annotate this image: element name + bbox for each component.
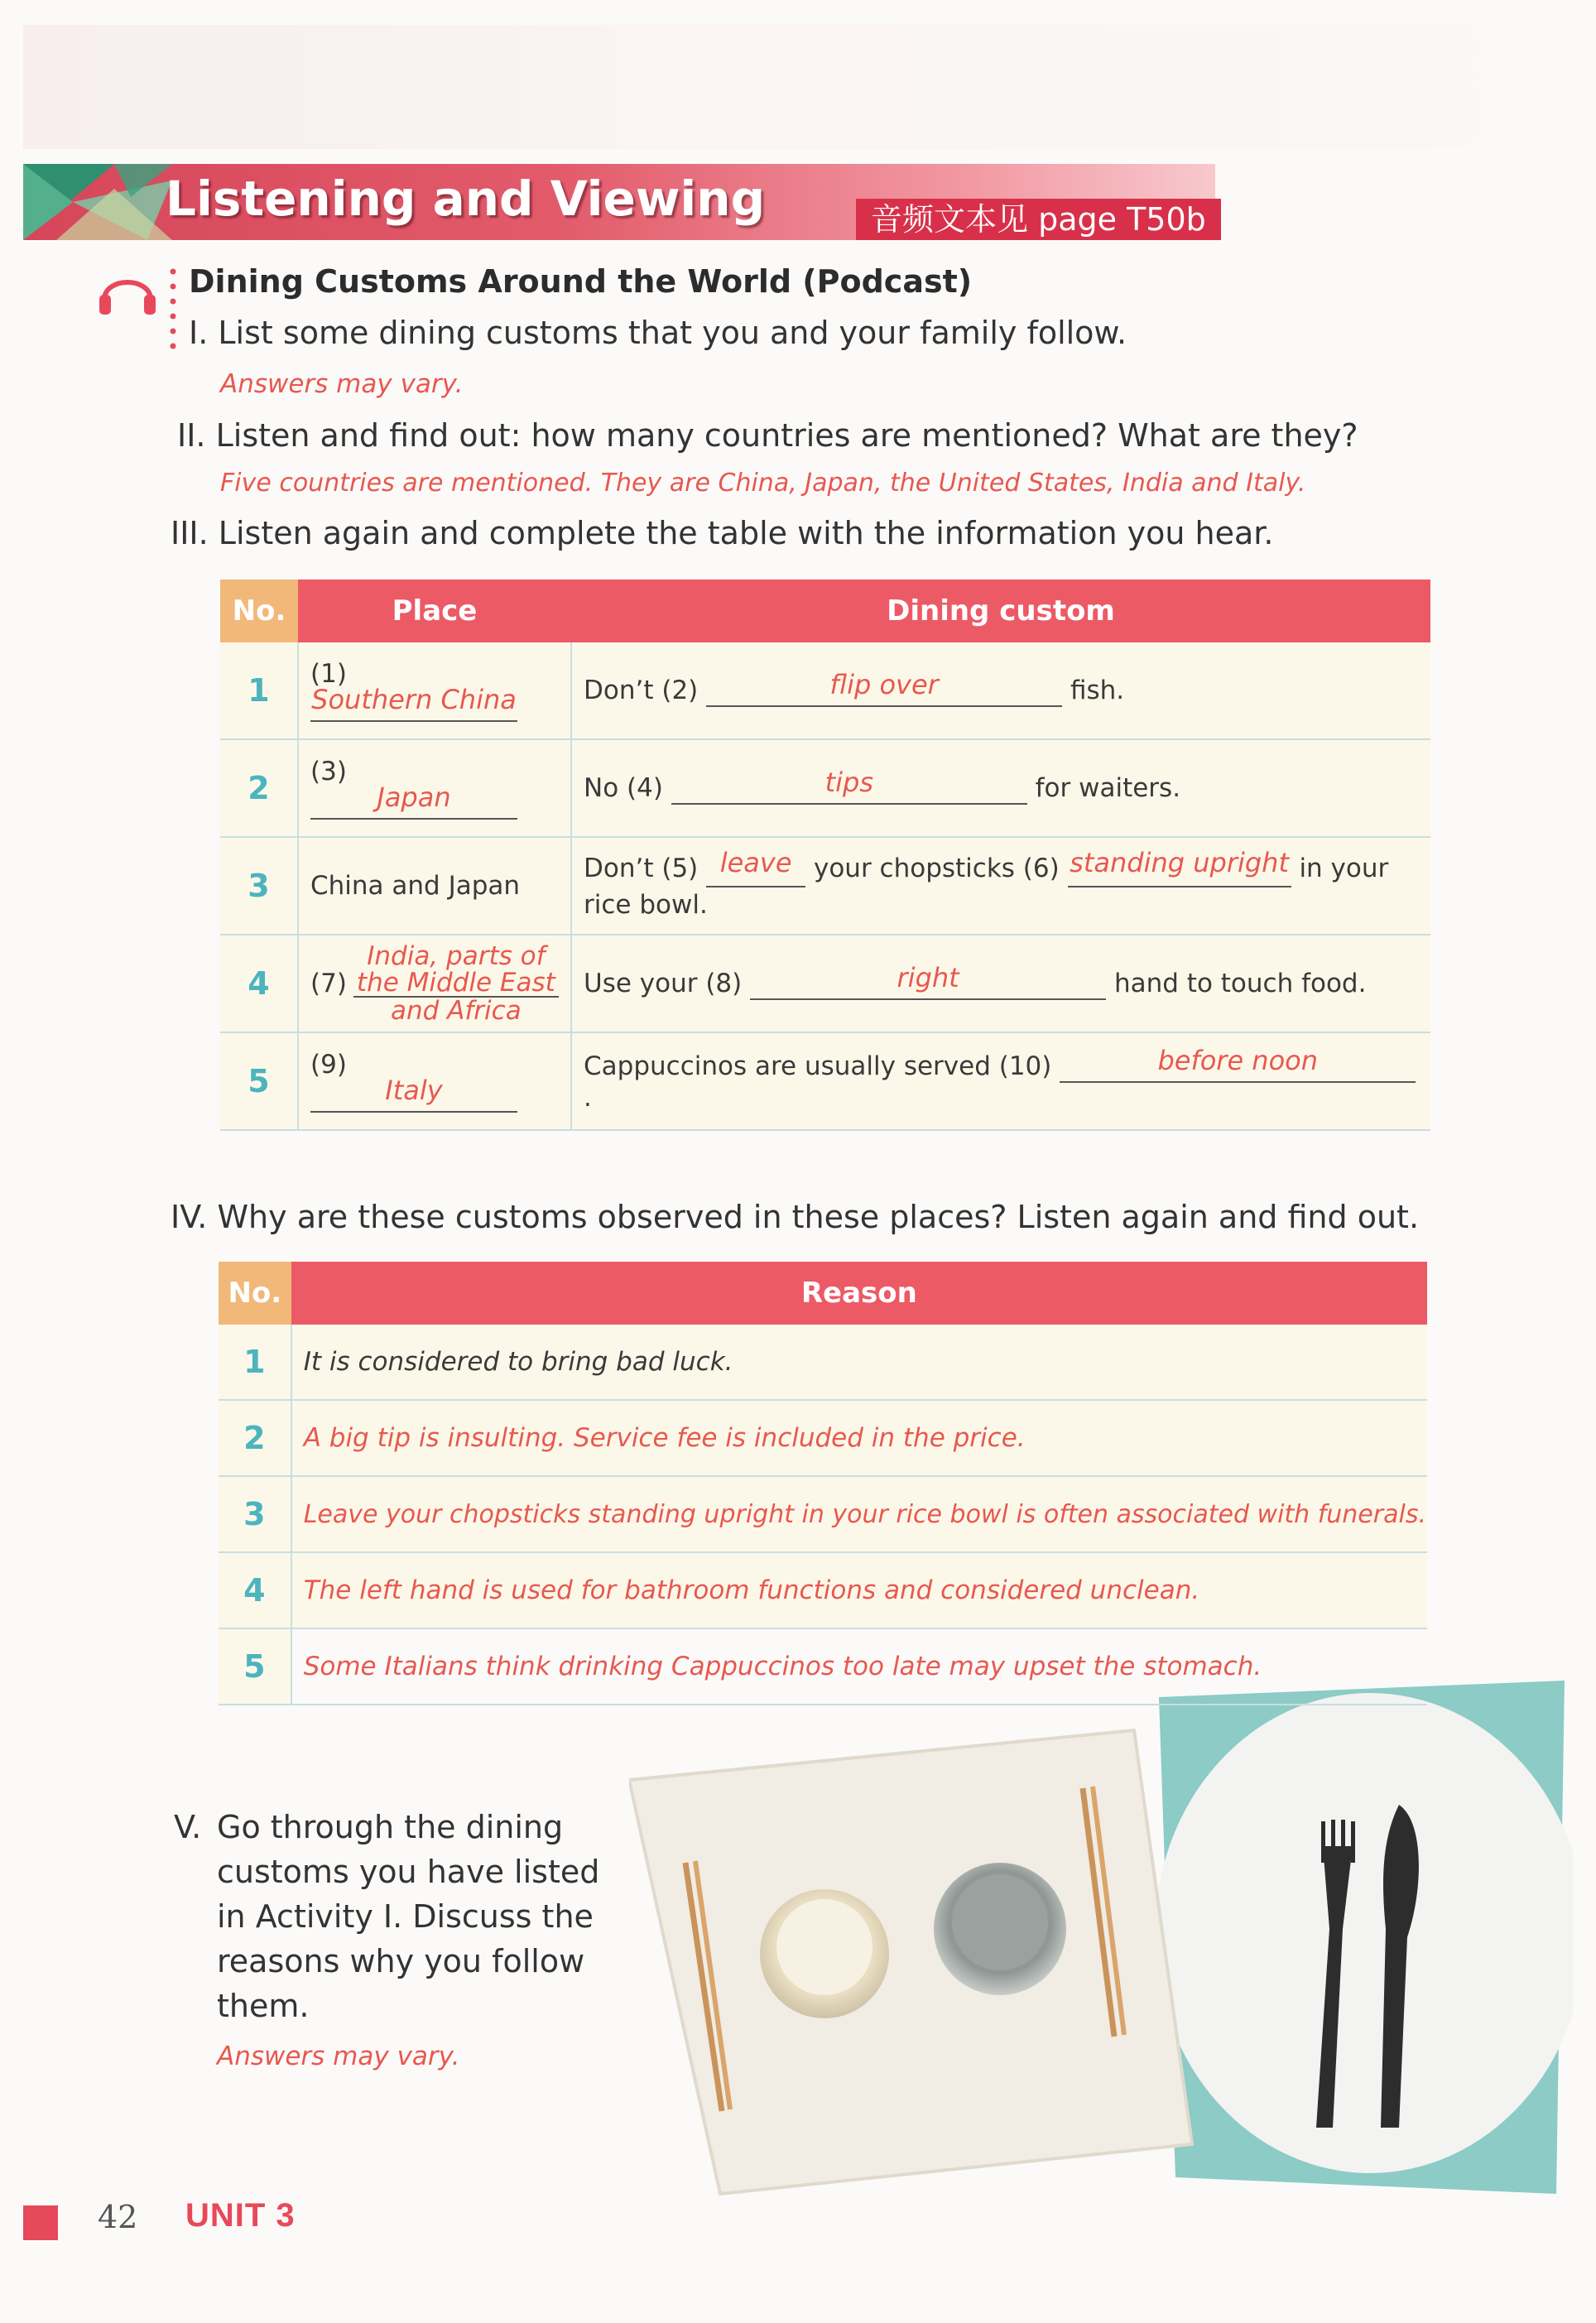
question-text [217,1805,599,2028]
blank-answer: the Middle East [353,969,559,998]
row-number: 2 [220,739,298,837]
answer-blank [310,1075,517,1113]
header-place: Place [298,580,571,642]
answer-blank [750,962,1106,1000]
question-number: I. [189,315,209,351]
row-number: 1 [219,1325,291,1400]
table-row [219,1476,1427,1552]
reason-table [219,1262,1427,1705]
blank-answer: standing upright [1070,846,1289,878]
blank-label: (9) [310,1050,347,1080]
custom-text: fish. [1070,676,1125,705]
blank-label: (3) [310,757,347,786]
place-cell [298,935,571,1032]
banner-geometric-decoration [23,164,172,240]
reason-cell: Leave your chopsticks standing upright in your rice bowl is often associated with funerals. [291,1476,1427,1552]
answer-5: Answers may vary. [217,2042,460,2071]
blank-answer: right [897,962,959,993]
question-number: V. [174,1809,202,1845]
question-text: List some dining customs that you and your family follow. [218,315,1127,351]
dotted-divider [169,267,177,351]
table-row [219,1400,1427,1476]
blank-label: (1) [310,659,347,689]
custom-text: Don’t (2) [584,676,699,705]
answer-blank [1068,846,1291,887]
custom-cell [571,739,1430,837]
custom-text: Use your (8) [584,969,743,998]
header-reason: Reason [291,1262,1427,1325]
blank-answer: Japan [377,782,451,813]
reason-cell: Some Italians think drinking Cappuccinos too late may upset the stomach. [291,1628,1427,1705]
custom-cell [571,837,1430,935]
blank-answer: India, parts of [367,941,546,971]
place-cell [298,642,571,739]
custom-text: your chopsticks (6) [813,853,1060,883]
question-number: IV. [171,1199,208,1235]
custom-cell [571,642,1430,739]
custom-text: in your [1299,853,1389,883]
dining-custom-table [220,580,1430,1131]
question-text: Why are these customs observed in these places? Listen again and find out. [217,1199,1420,1235]
blank-answer: tips [824,767,873,798]
row-number: 4 [219,1552,291,1628]
table-row [220,1032,1430,1130]
answer-blank [706,669,1062,707]
custom-text: . [584,1083,592,1113]
blank-answer: leave [719,846,792,878]
question-number: II. [177,417,206,454]
question-5 [174,1805,599,2028]
row-number: 3 [219,1476,291,1552]
podcast-title: Dining Customs Around the World (Podcast) [189,263,973,300]
table-header-row [220,580,1430,642]
unit-label: UNIT 3 [185,2197,296,2234]
answer-blank [706,846,805,887]
row-number: 5 [220,1032,298,1130]
question-1 [189,315,1127,351]
table-row [220,642,1430,739]
answer-blank [310,684,517,722]
table-row [219,1628,1427,1705]
place-cell [298,1032,571,1130]
section-title: Listening and Viewing [166,171,766,227]
table-row [219,1552,1427,1628]
reason-cell: It is considered to bring bad luck. [291,1325,1427,1400]
place-cell [298,739,571,837]
question-text: Listen and find out: how many countries are mentioned? What are they? [215,417,1358,454]
multi-line-answer [353,943,559,1024]
footer-marker [23,2205,58,2240]
question-line: them. [217,1988,310,2024]
answer-blank [1060,1045,1416,1083]
answer-1: Answers may vary. [220,369,464,399]
question-line: reasons why you follow [217,1943,585,1979]
table-row [220,935,1430,1032]
row-number: 3 [220,837,298,935]
custom-cell [571,935,1430,1032]
page-reference-tag: 音频文本见 page T50b [856,199,1221,240]
question-4 [171,1199,1419,1235]
row-number: 1 [220,642,298,739]
custom-text: Cappuccinos are usually served (10) [584,1051,1052,1081]
answer-blank [310,782,517,820]
header-no: No. [219,1262,291,1325]
question-line: Go through the dining [217,1809,564,1845]
blank-label: (7) [310,969,347,998]
question-line: in Activity I. Discuss the [217,1898,594,1935]
custom-text: Don’t (5) [584,853,699,883]
blank-answer: Italy [385,1075,443,1106]
page-number: 42 [98,2199,138,2235]
reason-cell: The left hand is used for bathroom functions and considered unclean. [291,1552,1427,1628]
table-row [220,837,1430,935]
blank-answer: before noon [1157,1045,1319,1076]
question-line: customs you have listed [217,1854,600,1890]
custom-cell [571,1032,1430,1130]
place-cell: China and Japan [298,837,571,935]
table-setting-photo [629,1681,1573,2210]
answer-blank [671,767,1027,805]
custom-text: No (4) [584,773,663,803]
custom-text: hand to touch food. [1113,969,1367,998]
answer-2: Five countries are mentioned. They are China, Japan, the United States, India and Italy. [220,469,1306,498]
table-row [219,1325,1427,1400]
custom-text: rice bowl. [584,889,708,920]
row-number: 5 [219,1628,291,1705]
table-header-row [219,1262,1427,1325]
blank-answer: flip over [829,669,939,700]
question-2 [177,417,1358,454]
blank-answer: and Africa [391,996,522,1026]
question-text: Listen again and complete the table with the information you hear. [218,515,1274,551]
headphone-icon [98,267,157,320]
header-no: No. [220,580,298,642]
row-number: 2 [219,1400,291,1476]
header-dining-custom: Dining custom [571,580,1430,642]
table-row [220,739,1430,837]
row-number: 4 [220,935,298,1032]
question-3 [171,515,1274,551]
custom-text: for waiters. [1035,773,1181,803]
top-decorative-band [23,25,1571,149]
reason-cell: A big tip is insulting. Service fee is included in the price. [291,1400,1427,1476]
question-number: III. [171,515,209,551]
blank-answer: Southern China [311,684,517,715]
